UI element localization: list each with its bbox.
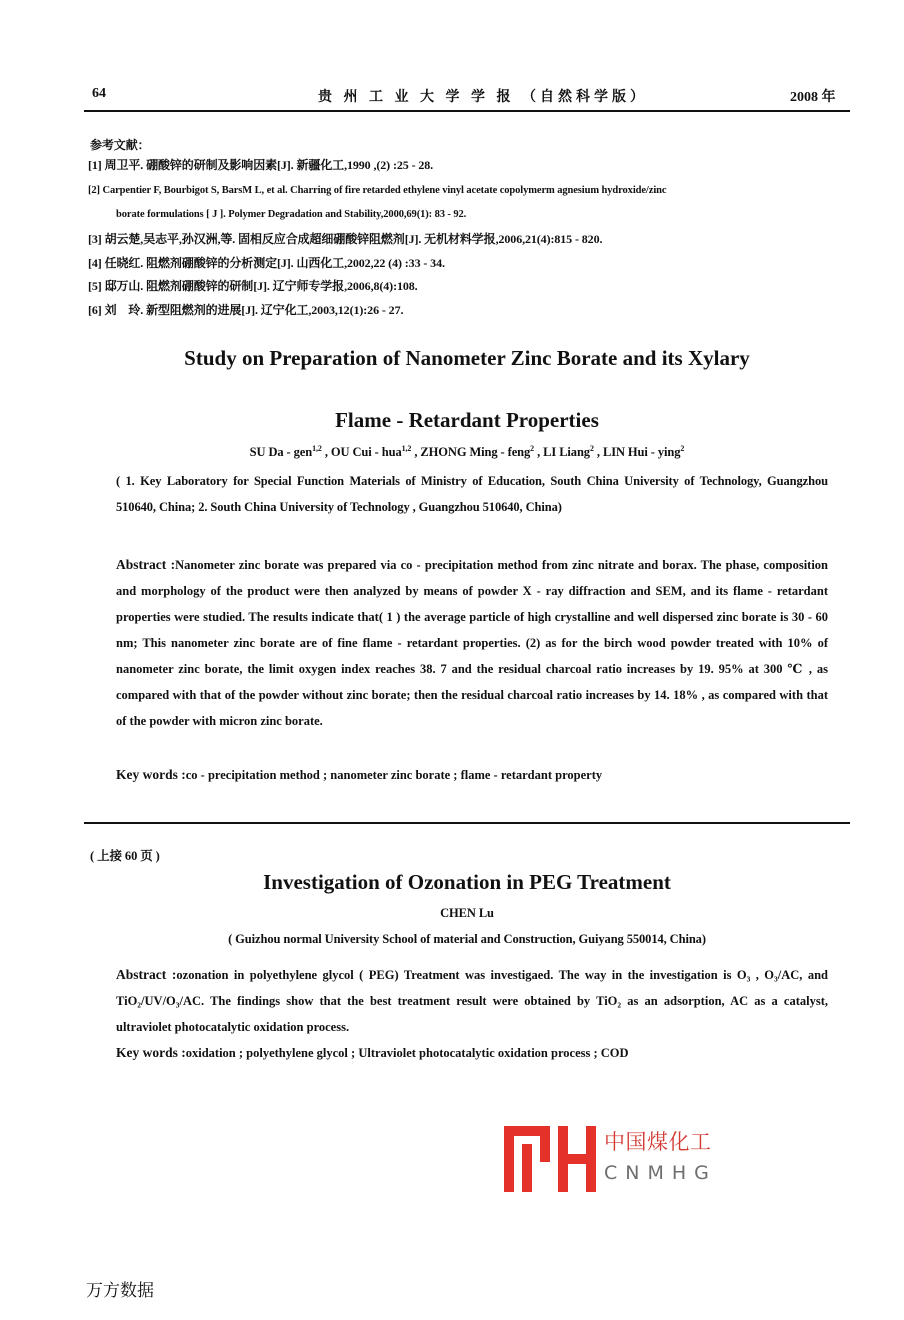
page-number: 64 — [92, 86, 106, 101]
author-separator: , — [534, 445, 541, 460]
section-divider — [84, 822, 850, 824]
references-heading: 参考文献： — [90, 138, 150, 152]
author-list — [84, 444, 850, 460]
author-affiliation-mark: 2 — [680, 444, 685, 453]
abstract-text: Nanometer zinc borate was prepared via co - precipitation method from zinc nitrate and borax. The phase, composition and morphology of the product were then analyzed by means of powder X - ray diffraction and SEM, and its flame - retardant properties were studied. The results indicate that( 1 ) the average particle of high crystalline and well dispersed zinc borate is 30 - 60 nm; This nanometer zinc borate are of fine flame - retardant properties. (2) as for the birch wood powder treated with 10% of nanometer zinc borate, the limit oxygen index reaches 38. 7 and the residual charcoal ratio increases by 19. 95% at 300 ℃ , as compared with that of the powder without zinc borate; then the residual charcoal ratio increases by 14. 18% , as compared with that of the powder with micron zinc borate. — [116, 558, 829, 728]
logo-chinese-text: 中国煤化工 — [604, 1130, 712, 1154]
author — [331, 445, 417, 459]
logo-letters: CNMHG — [604, 1162, 717, 1184]
author-separator: , — [411, 445, 418, 460]
reference-item: [2] Carpentier F, Bourbigot S, BarsM L, et al. Charring of fire retarded ethylene vinyl acetate copolymerm agnesium hydroxide/zinc — [88, 185, 667, 196]
article-title-line-2: Flame - Retardant Properties — [335, 408, 599, 432]
author-affiliation-mark: 1,2 — [312, 444, 322, 453]
journal-year: 2008 年 — [790, 90, 836, 105]
article2-abstract — [116, 962, 828, 1040]
article2-author: CHEN Lu — [440, 906, 494, 920]
abstract-text: ozonation in polyethylene glycol ( PEG) Treatment was investigaed. The way in the investigation is O₃ , O₃/AC, and TiO₂/UV/O₃/AC. The findings show that the best treatment result were obtained by TiO₂ as an adsorption, AC as a catalyst, ultraviolet photocatalytic oxidation process. — [116, 968, 828, 1034]
author — [420, 445, 540, 459]
author — [603, 445, 684, 459]
keywords-label: Key words : — [116, 1045, 186, 1060]
reference-item: borate formulations [ J ]. Polymer Degradation and Stability,2000,69(1): 83 - 92. — [116, 209, 467, 220]
author-affiliation-mark: 2 — [589, 444, 594, 453]
keywords-text: co - precipitation method ; nanometer zinc borate ; flame - retardant property — [185, 768, 603, 782]
author-name: SU Da - gen — [249, 445, 313, 460]
abstract — [116, 552, 828, 734]
reference-item: [4] 任晓红. 阻燃剂硼酸锌的分析测定[J]. 山西化工,2002,22 (4) :33 - 34. — [88, 256, 445, 270]
header-rule — [84, 110, 850, 112]
source-watermark: 万方数据 — [86, 1281, 154, 1301]
article2-keywords — [116, 1040, 828, 1066]
keywords — [116, 762, 828, 788]
author-separator: , — [321, 445, 328, 460]
author-name: ZHONG Ming - feng — [420, 445, 531, 460]
keywords-text: oxidation ; polyethylene glycol ; Ultraviolet photocatalytic oxidation process ; COD — [185, 1046, 629, 1060]
article-title-line-1: Study on Preparation of Nanometer Zinc Borate and its Xylary — [184, 346, 750, 370]
reference-item: [6] 刘 玲. 新型阻燃剂的进展[J]. 辽宁化工,2003,12(1):26 - 27. — [88, 303, 404, 317]
author-name: OU Cui - hua — [330, 445, 402, 460]
author — [543, 445, 600, 459]
reference-item: [1] 周卫平. 硼酸锌的研制及影响因素[J]. 新疆化工,1990 ,(2) :25 - 28. — [88, 158, 434, 172]
abstract-label: Abstract : — [116, 557, 176, 572]
article2-title: Investigation of Ozonation in PEG Treatment — [263, 870, 671, 894]
cnmhg-logo-mark-icon — [504, 1126, 596, 1192]
author-affiliation-mark: 1,2 — [401, 444, 412, 453]
journal-name: 贵 州 工 业 大 学 学 报 （自然科学版） — [318, 90, 648, 105]
reference-item: [5] 邸万山. 阻燃剂硼酸锌的研制[J]. 辽宁师专学报,2006,8(4):108. — [88, 279, 418, 293]
cnmhg-logo — [504, 1126, 734, 1192]
continued-note: ( 上接 60 页 ) — [90, 849, 160, 863]
reference-item: [3] 胡云楚,吴志平,孙汉洲,等. 固相反应合成超细硼酸锌阻燃剂[J]. 无机材料学报,2006,21(4):815 - 820. — [88, 232, 603, 246]
author — [250, 445, 328, 459]
article2-affiliation: ( Guizhou normal University School of material and Construction, Guiyang 550014, China) — [228, 932, 706, 946]
abstract-label: Abstract : — [116, 967, 177, 982]
affiliation: ( 1. Key Laboratory for Special Function Materials of Ministry of Education, South China University of Technology, Guangzhou 510640, China; 2. South China University of Technology , Guangzhou 510640, China) — [116, 474, 828, 514]
author-name: LIN Hui - ying — [602, 445, 681, 460]
author-affiliation-mark: 2 — [530, 444, 535, 453]
keywords-label: Key words : — [116, 767, 186, 782]
author-separator: , — [593, 445, 600, 460]
author-name: LI Liang — [543, 445, 590, 460]
